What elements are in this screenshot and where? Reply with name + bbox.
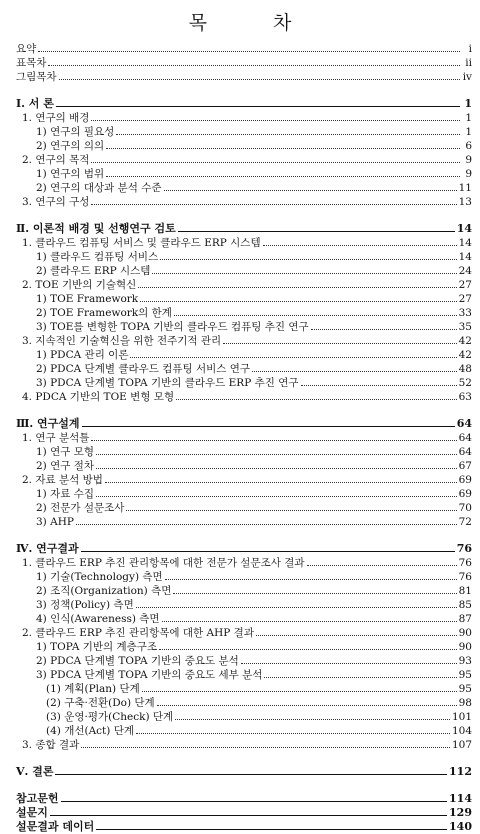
toc-entry[interactable] <box>16 111 472 125</box>
toc-entry[interactable] <box>16 696 472 710</box>
toc-entry-label: 2) 연구의 대상과 분석 수준 <box>36 182 162 194</box>
toc-entry-page-number: 42 <box>458 349 472 361</box>
toc-leader-dots <box>82 419 455 427</box>
toc-entry-page-number: 63 <box>458 391 472 403</box>
toc-entry-page-number: 129 <box>449 806 472 819</box>
toc-entry-page-number: 64 <box>458 432 472 444</box>
toc-leader-dots <box>81 544 455 552</box>
toc-entry-page-number: 76 <box>456 542 472 555</box>
toc-entry-label: 3) PDCA 단계별 TOPA 기반의 클라우드 ERP 추진 연구 <box>36 377 299 389</box>
toc-leader-dots <box>176 391 457 400</box>
toc-entry-label: Ⅳ. 연구결과 <box>16 542 79 555</box>
toc-entry[interactable] <box>16 278 472 292</box>
toc-entry-page-number: 76 <box>458 557 472 569</box>
toc-entry-page-number: 70 <box>458 502 472 514</box>
toc-entry-page-number: 13 <box>458 196 472 208</box>
toc-entry-page-number: 64 <box>458 446 472 458</box>
toc-entry[interactable] <box>16 501 472 515</box>
toc-entry[interactable] <box>16 195 472 209</box>
toc-chapter-entry[interactable] <box>16 542 472 556</box>
toc-leader-dots <box>55 767 447 775</box>
toc-entry[interactable] <box>16 56 472 70</box>
toc-chapter-entry[interactable] <box>16 765 472 779</box>
table-of-contents <box>16 42 472 834</box>
toc-entry[interactable] <box>16 612 472 626</box>
toc-chapter-entry[interactable] <box>16 417 472 431</box>
toc-entry[interactable] <box>16 42 472 56</box>
toc-entry-page-number: 14 <box>458 251 472 263</box>
toc-entry[interactable] <box>16 668 472 682</box>
toc-entry[interactable] <box>16 250 472 264</box>
toc-entry-page-number: 90 <box>458 641 472 653</box>
toc-entry[interactable] <box>16 487 472 501</box>
toc-entry-page-number: 33 <box>458 307 472 319</box>
page-title: 목 차 <box>188 12 322 34</box>
toc-entry-page-number: 101 <box>451 711 472 723</box>
toc-entry-page-number: 107 <box>451 739 472 751</box>
toc-entry-page-number: 95 <box>458 683 472 695</box>
toc-entry-label: 2) PDCA 단계별 TOPA 기반의 중요도 분석 <box>36 655 239 667</box>
toc-chapter-entry[interactable] <box>16 806 472 820</box>
toc-leader-dots <box>164 182 457 191</box>
toc-entry-page-number: 64 <box>456 417 472 430</box>
toc-entry-label: 1) 자료 수집 <box>36 488 95 500</box>
toc-entry-label: 그림목차 <box>16 71 57 83</box>
toc-leader-dots <box>263 237 457 246</box>
toc-entry-label: 요약 <box>16 43 37 55</box>
toc-leader-dots <box>178 224 455 232</box>
toc-entry[interactable] <box>16 125 472 139</box>
toc-leader-dots <box>48 57 460 66</box>
toc-leader-dots <box>173 585 456 594</box>
toc-leader-dots <box>105 474 457 483</box>
toc-entry-label: 2) PDCA 단계별 클라우드 컴퓨팅 서비스 연구 <box>36 363 251 375</box>
toc-entry-page-number: 93 <box>458 655 472 667</box>
toc-entry-label: 2) TOE Framework의 한계 <box>36 307 172 319</box>
toc-leader-dots <box>76 516 457 525</box>
toc-entry[interactable] <box>16 640 472 654</box>
toc-leader-dots <box>311 321 457 330</box>
toc-leader-dots <box>223 335 456 344</box>
toc-leader-dots <box>162 613 457 622</box>
toc-leader-dots <box>50 808 447 816</box>
toc-entry-page-number: 85 <box>458 599 472 611</box>
toc-entry[interactable] <box>16 431 472 445</box>
toc-entry-page-number: 1 <box>465 112 472 124</box>
toc-entry-label: (3) 운영·평가(Check) 단계 <box>46 711 174 723</box>
toc-entry-label: 3. 종합 결과 <box>22 739 80 751</box>
toc-entry-label: 2) 연구의 의의 <box>36 140 105 152</box>
toc-entry-page-number: 35 <box>458 321 472 333</box>
toc-leader-dots <box>91 112 460 121</box>
toc-entry[interactable] <box>16 738 472 752</box>
toc-leader-dots <box>264 669 456 678</box>
toc-entry[interactable] <box>16 654 472 668</box>
toc-entry[interactable] <box>16 556 472 570</box>
toc-entry-page-number: 76 <box>458 571 472 583</box>
toc-chapter-entry[interactable] <box>16 792 472 806</box>
toc-leader-dots <box>256 627 457 636</box>
toc-entry-page-number: iv <box>462 71 472 83</box>
toc-entry-label: 설문지 <box>16 806 48 819</box>
toc-entry[interactable] <box>16 153 472 167</box>
toc-entry-label: Ⅲ. 연구설계 <box>16 417 80 430</box>
toc-entry-page-number: 1 <box>464 97 472 110</box>
toc-leader-dots <box>138 279 456 288</box>
toc-leader-dots <box>106 168 460 177</box>
toc-entry-page-number: 95 <box>458 669 472 681</box>
toc-leader-dots <box>96 446 457 455</box>
toc-entry-page-number: 27 <box>458 293 472 305</box>
toc-entry-label: 3. 지속적인 기술혁신을 위한 전주기적 관리 <box>22 335 222 347</box>
toc-entry-label: 1) TOPA 기반의 계층구조 <box>36 641 158 653</box>
toc-entry[interactable] <box>16 236 472 250</box>
toc-entry[interactable] <box>16 445 472 459</box>
toc-entry-label: Ⅰ. 서 론 <box>16 97 54 110</box>
toc-entry-label: 참고문헌 <box>16 792 59 805</box>
toc-chapter-entry[interactable] <box>16 97 472 111</box>
toc-entry[interactable] <box>16 167 472 181</box>
toc-leader-dots <box>174 307 457 316</box>
toc-entry[interactable] <box>16 682 472 696</box>
toc-entry[interactable] <box>16 376 472 390</box>
toc-entry-label: 1) TOE Framework <box>36 293 139 305</box>
toc-entry[interactable] <box>16 348 472 362</box>
toc-leader-dots <box>81 739 450 748</box>
toc-leader-dots <box>96 822 447 830</box>
toc-entry[interactable] <box>16 306 472 320</box>
toc-entry[interactable] <box>16 459 472 473</box>
toc-entry-label: 4) 인식(Awareness) 측면 <box>36 613 160 625</box>
toc-entry-label: 1) PDCA 관리 이론 <box>36 349 129 361</box>
toc-entry-page-number: 87 <box>458 613 472 625</box>
toc-entry-page-number: 67 <box>458 460 472 472</box>
toc-entry-label: (1) 계획(Plan) 단계 <box>46 683 140 695</box>
toc-leader-dots <box>160 251 456 260</box>
toc-leader-dots <box>157 697 457 706</box>
toc-leader-dots <box>38 43 460 52</box>
toc-entry-label: 1) 클라우드 컴퓨팅 서비스 <box>36 251 159 263</box>
toc-entry-page-number: 9 <box>465 168 472 180</box>
toc-entry-label: 2. TOE 기반의 기술혁신 <box>22 279 137 291</box>
toc-leader-dots <box>165 571 457 580</box>
toc-entry-label: 3. 연구의 구성 <box>22 196 90 208</box>
toc-entry-page-number: 48 <box>458 363 472 375</box>
toc-leader-dots <box>130 349 456 358</box>
toc-leader-dots <box>175 711 450 720</box>
toc-entry-label: 2) 조직(Organization) 측면 <box>36 585 172 597</box>
toc-entry-label: 3) AHP <box>36 516 74 528</box>
toc-entry-page-number: 112 <box>449 765 472 778</box>
toc-entry-label: 1. 연구 분석틀 <box>22 432 90 444</box>
toc-entry-label: 4. PDCA 기반의 TOE 변형 모형 <box>22 391 175 403</box>
toc-entry-label: 2. 클라우드 ERP 추진 관리항목에 대한 AHP 결과 <box>22 627 254 639</box>
toc-entry-label: 2) 연구 절차 <box>36 460 95 472</box>
toc-entry-label: 1. 클라우드 컴퓨팅 서비스 및 클라우드 ERP 시스템 <box>22 237 261 249</box>
toc-entry-label: 1) 연구의 범위 <box>36 168 105 180</box>
toc-leader-dots <box>241 655 457 664</box>
toc-leader-dots <box>307 557 457 566</box>
toc-entry-label: Ⅱ. 이론적 배경 및 선행연구 검토 <box>16 222 176 235</box>
toc-leader-dots <box>152 265 456 274</box>
toc-entry-page-number: 69 <box>458 474 472 486</box>
toc-entry-page-number: 69 <box>458 488 472 500</box>
toc-entry-label: 1) 기술(Technology) 측면 <box>36 571 163 583</box>
toc-entry-page-number: 81 <box>458 585 472 597</box>
toc-entry-label: Ⅴ. 결론 <box>16 765 54 778</box>
toc-entry-label: 3) TOE를 변형한 TOPA 기반의 클라우드 컴퓨팅 추진 연구 <box>36 321 309 333</box>
toc-entry-label: 표목차 <box>16 57 47 69</box>
toc-entry-page-number: 11 <box>458 182 472 194</box>
toc-leader-dots <box>91 432 456 441</box>
toc-entry-page-number: 27 <box>458 279 472 291</box>
toc-entry-page-number: 6 <box>465 140 472 152</box>
toc-entry-label: 2. 연구의 목적 <box>22 154 90 166</box>
toc-entry-page-number: 114 <box>449 792 472 805</box>
toc-leader-dots <box>301 377 457 386</box>
toc-entry[interactable] <box>16 139 472 153</box>
toc-entry[interactable] <box>16 598 472 612</box>
toc-entry-label: 1. 연구의 배경 <box>22 112 90 124</box>
toc-leader-dots <box>140 293 456 302</box>
toc-leader-dots <box>136 725 450 734</box>
toc-entry[interactable] <box>16 390 472 404</box>
toc-leader-dots <box>96 460 457 469</box>
toc-entry-page-number: 14 <box>456 222 472 235</box>
toc-entry-page-number: i <box>468 43 472 55</box>
toc-chapter-entry[interactable] <box>16 222 472 236</box>
toc-entry[interactable] <box>16 473 472 487</box>
toc-leader-dots <box>252 363 457 372</box>
toc-entry[interactable] <box>16 710 472 724</box>
toc-entry-page-number: 24 <box>458 265 472 277</box>
toc-entry-label: 2. 자료 분석 방법 <box>22 474 103 486</box>
toc-leader-dots <box>59 71 460 80</box>
toc-leader-dots <box>126 502 456 511</box>
toc-entry-label: 3) PDCA 단계별 TOPA 기반의 중요도 세부 분석 <box>36 669 263 681</box>
toc-leader-dots <box>136 599 457 608</box>
toc-leader-dots <box>96 488 457 497</box>
toc-entry[interactable] <box>16 334 472 348</box>
toc-entry[interactable] <box>16 264 472 278</box>
toc-entry-page-number: 9 <box>465 154 472 166</box>
toc-leader-dots <box>91 196 456 205</box>
toc-entry[interactable] <box>16 320 472 334</box>
toc-entry-page-number: 140 <box>449 820 472 833</box>
toc-entry-page-number: ii <box>465 57 472 69</box>
toc-leader-dots <box>91 154 460 163</box>
toc-entry[interactable] <box>16 584 472 598</box>
toc-leader-dots <box>142 683 457 692</box>
toc-entry-label: 1) 연구의 필요성 <box>36 126 115 138</box>
toc-entry[interactable] <box>16 724 472 738</box>
toc-entry-label: 1) 연구 모형 <box>36 446 95 458</box>
toc-entry-label: (2) 구축·전환(Do) 단계 <box>46 697 155 709</box>
toc-entry-label: 3) 정책(Policy) 측면 <box>36 599 134 611</box>
toc-entry-label: 1. 클라우드 ERP 추진 관리항목에 대한 전문가 설문조사 결과 <box>22 557 305 569</box>
toc-entry[interactable] <box>16 515 472 529</box>
toc-entry-page-number: 52 <box>458 377 472 389</box>
toc-leader-dots <box>106 140 460 149</box>
toc-chapter-entry[interactable] <box>16 820 472 834</box>
toc-entry-page-number: 42 <box>458 335 472 347</box>
toc-entry-label: (4) 개선(Act) 단계 <box>46 725 134 737</box>
toc-entry[interactable] <box>16 181 472 195</box>
toc-entry-page-number: 98 <box>458 697 472 709</box>
toc-entry-label: 2) 전문가 설문조사 <box>36 502 125 514</box>
toc-entry-page-number: 72 <box>458 516 472 528</box>
toc-entry-page-number: 14 <box>458 237 472 249</box>
toc-entry[interactable] <box>16 570 472 584</box>
toc-entry[interactable] <box>16 362 472 376</box>
toc-entry[interactable] <box>16 70 472 84</box>
toc-leader-dots <box>159 641 457 650</box>
toc-entry-page-number: 104 <box>451 725 472 737</box>
toc-entry[interactable] <box>16 626 472 640</box>
toc-entry-label: 설문결과 데이터 <box>16 820 95 833</box>
toc-entry[interactable] <box>16 292 472 306</box>
toc-leader-dots <box>61 794 448 802</box>
toc-entry-page-number: 90 <box>458 627 472 639</box>
toc-leader-dots <box>116 126 460 135</box>
toc-entry-page-number: 1 <box>465 126 472 138</box>
toc-entry-label: 2) 클라우드 ERP 시스템 <box>36 265 151 277</box>
toc-leader-dots <box>56 99 460 107</box>
